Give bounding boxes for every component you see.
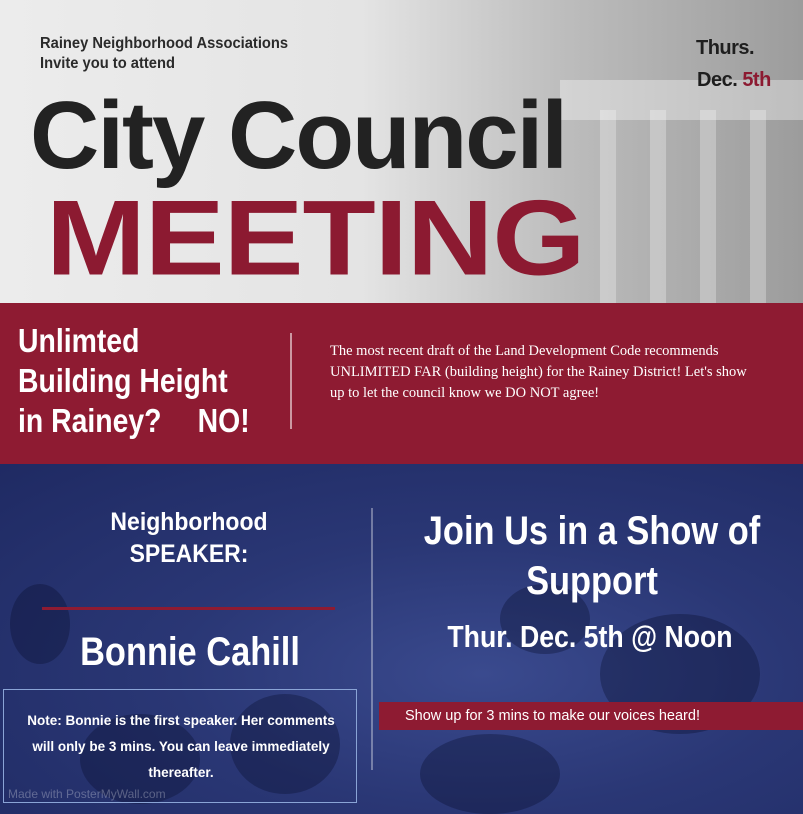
invite-line: Invite you to attend [40,55,175,72]
note-text: Note: Bonnie is the first speaker. Her comments will only be 3 mins. You can leave immediately thereafter. [27,713,335,780]
building-column [700,110,716,303]
watermark: Made with PosterMyWall.com [8,787,166,801]
call-to-action-bar [379,702,803,730]
building-column [750,110,766,303]
details-section [0,464,803,814]
issue-answer: NO! [197,402,250,439]
event-day: Thurs. [696,37,755,59]
header-section [0,0,803,303]
join-date-time: Thur. Dec. 5th @ Noon [447,619,733,654]
speaker-heading-line: Neighborhood [110,508,268,536]
note-box [3,689,357,803]
speaker-heading-line: SPEAKER: [129,540,249,568]
issue-heading-line: Unlimted [18,322,140,359]
call-to-action-text: Show up for 3 mins to make our voices heard! [405,708,700,724]
speaker-name: Bonnie Cahill [80,630,300,674]
crowd-silhouette [420,734,560,814]
issue-heading [18,321,250,441]
speaker-underline [42,607,335,610]
divider [290,333,292,429]
issue-description: The most recent draft of the Land Development Code recommends UNLIMITED FAR (building height) for the Rainey District! Let's show up to let the council know we DO NOT agree! [330,343,747,401]
event-month: Dec. [697,69,738,91]
issue-heading-line: Building Height [18,362,228,399]
title-meeting: MEETING [46,178,585,298]
event-date-number: 5th [742,69,771,91]
invite-line: Rainey Neighborhood Associations [40,35,289,52]
divider [371,508,373,770]
building-column [600,110,616,303]
title-city-council: City Council [30,82,567,189]
issue-heading-line: in Rainey? [18,402,162,439]
invitation-text [40,34,288,74]
event-date [696,32,771,96]
speaker-heading [72,506,306,570]
issue-band [0,303,803,464]
building-column [650,110,666,303]
join-heading: Join Us in a Show of Support [423,509,761,603]
